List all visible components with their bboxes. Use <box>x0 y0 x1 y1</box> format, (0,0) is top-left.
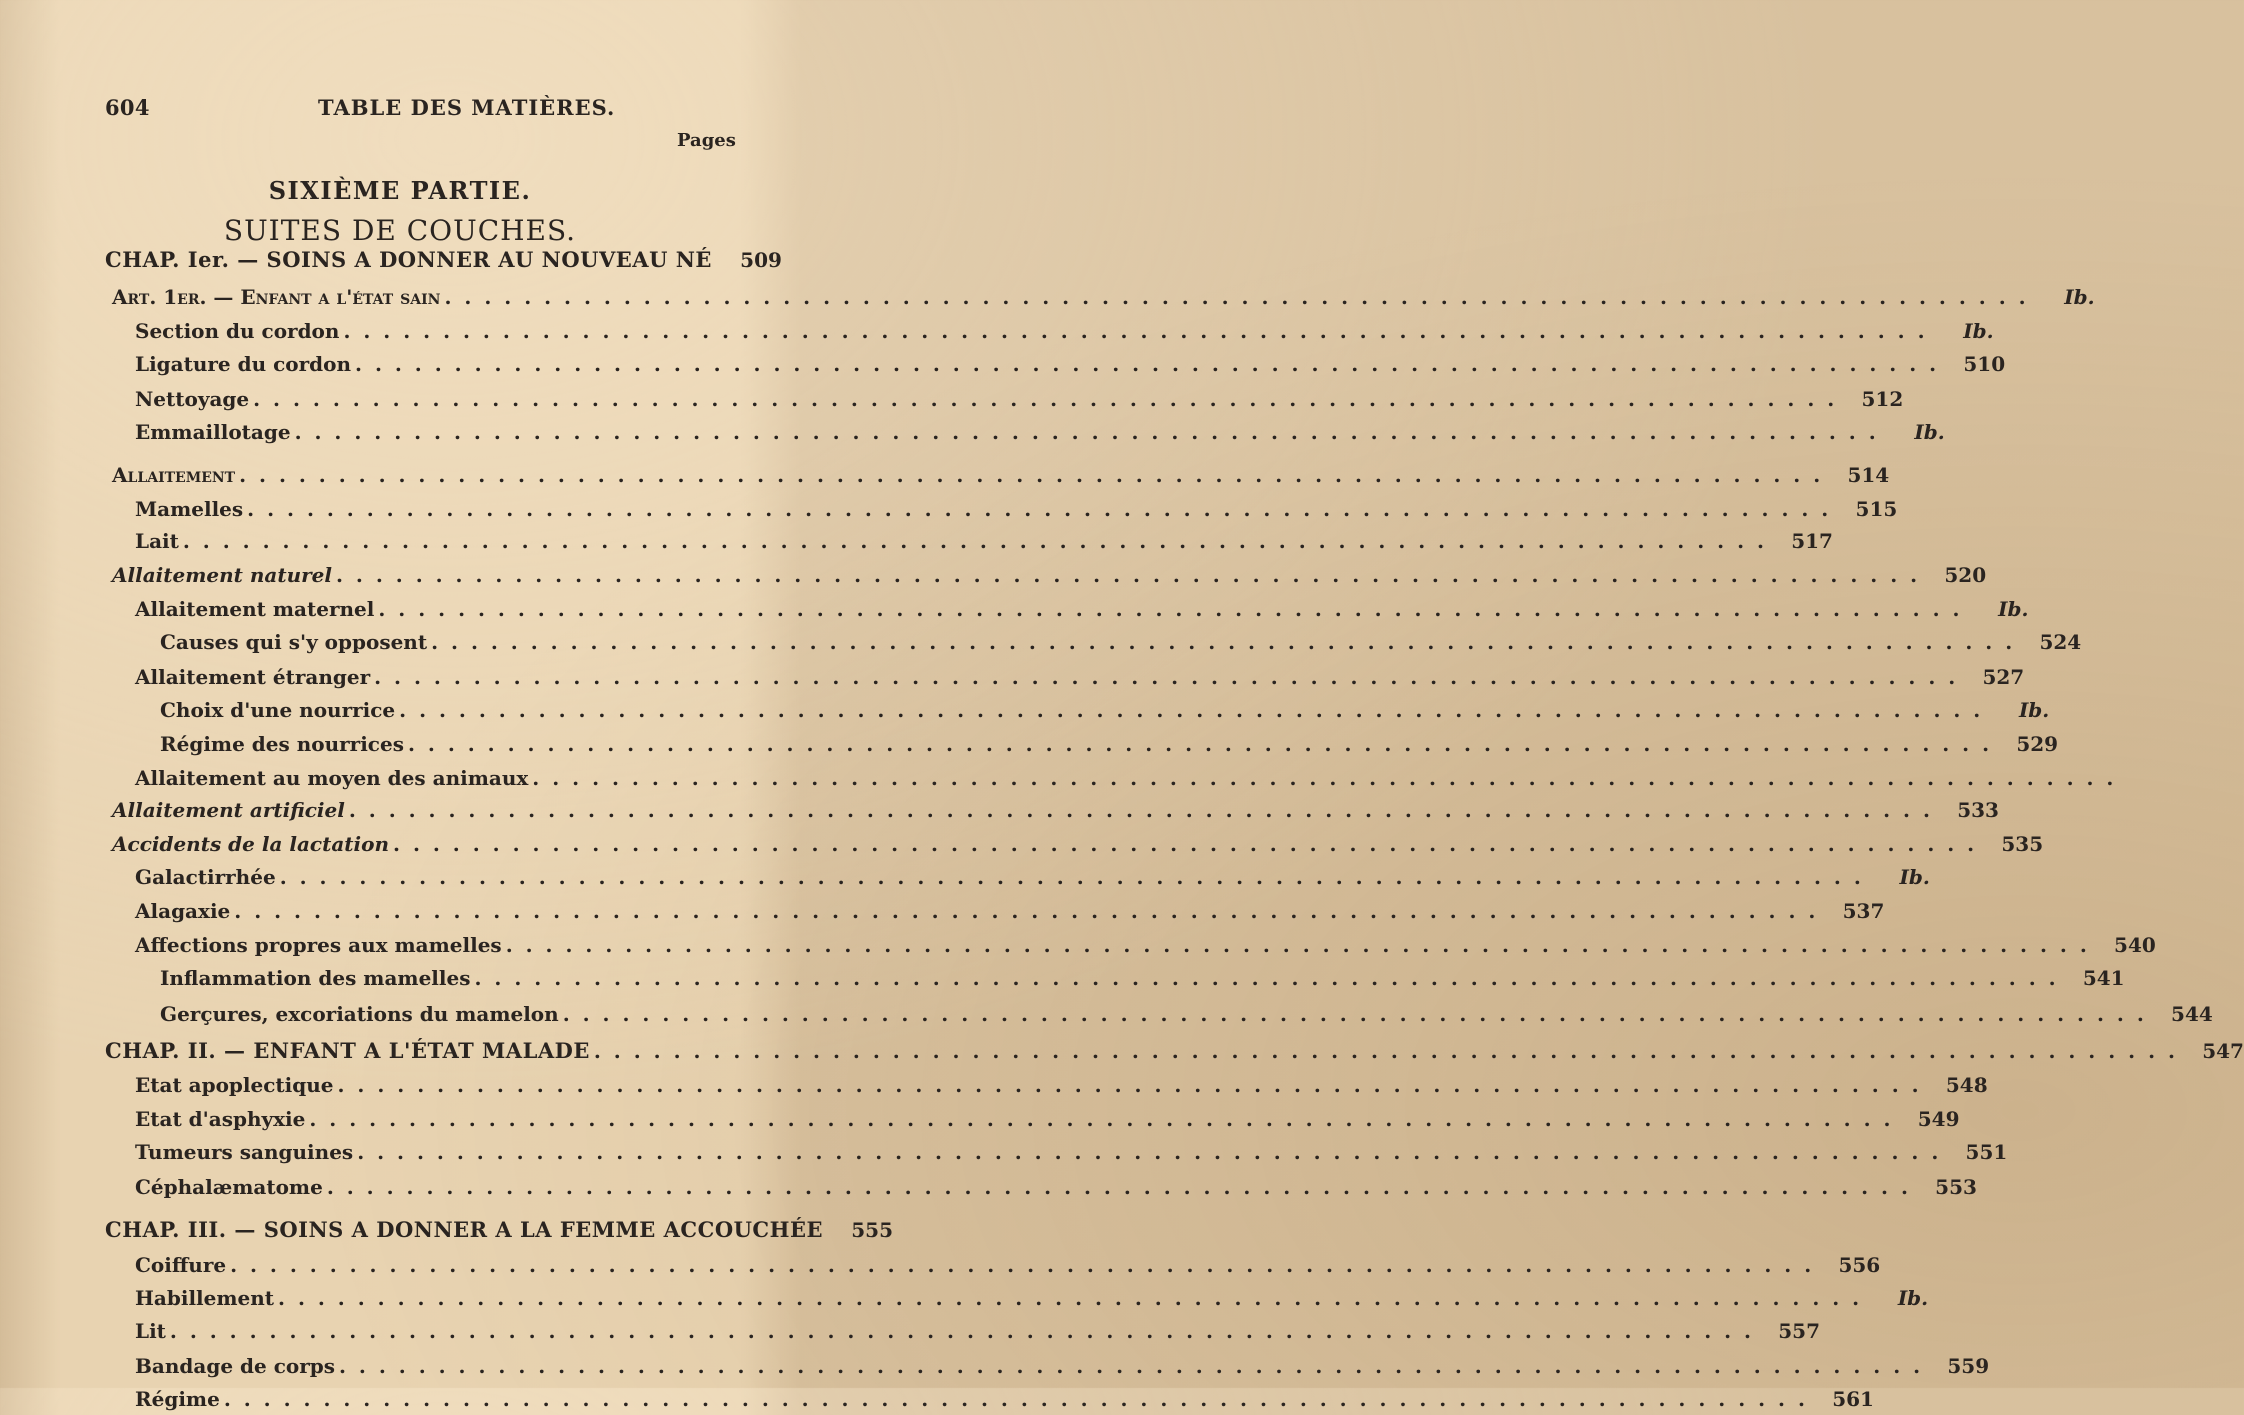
toc-entry-page: Ib. <box>1899 865 1930 889</box>
toc-entry-page: Ib. <box>1897 1286 1929 1310</box>
toc-entry-title: Causes qui s'y opposent <box>160 630 428 654</box>
toc-entry-title: CHAP. II. — ENFANT A L'ÉTAT MALADE <box>105 1038 590 1063</box>
toc-entry-title: Emmaillotage <box>135 420 291 444</box>
toc-entry <box>135 383 1904 415</box>
toc-entry-page: Ib. <box>2064 285 2095 309</box>
toc-entry <box>135 1136 2008 1168</box>
toc-entry <box>105 1214 894 1246</box>
toc-entry-page: 514 <box>1847 463 1890 487</box>
dot-leader: . . . . . . . . . . . . . . . . . . . . . . . . . . . . . . . . . . . . . . . . . . . . . . . . . . . . . . . . . . . . . . . . . . . . . . . . . . . . . . . . <box>294 420 1879 444</box>
toc-entry <box>112 828 2044 860</box>
dot-leader: . . . . . . . . . . . . . . . . . . . . . . . . . . . . . . . . . . . . . . . . . . . . . . . . . . . . . . . . . . . . . . . . . . . . . . . . . . . . . . . . <box>278 1286 1863 1310</box>
toc-entry-page: 509 <box>740 248 782 272</box>
toc-entry <box>135 861 1930 893</box>
dot-leader: . . . . . . . . . . . . . . . . . . . . . . . . . . . . . . . . . . . . . . . . . . . . . . . . . . . . . . . . . . . . . . . . . . . . . . . . . . . . . . . . <box>532 766 2117 790</box>
toc-entry <box>160 998 2213 1030</box>
toc-entry <box>135 416 1945 448</box>
toc-entry <box>112 459 1890 491</box>
toc-entry <box>135 1103 1960 1135</box>
toc-entry-title: Allaitement <box>112 463 236 487</box>
toc-entry-title: Accidents de la lactation <box>112 832 390 856</box>
toc-entry <box>135 1383 1874 1415</box>
dot-leader: . . . . . . . . . . . . . . . . . . . . . . . . . . . . . . . . . . . . . . . . . . . . . . . . . . . . . . . . . . . . . . . . . . . . . . . . . . . . . . . . <box>444 285 2029 309</box>
toc-entry-title: Ligature du cordon <box>135 352 352 376</box>
toc-entry-page: 555 <box>851 1218 894 1242</box>
toc-entry-page: 541 <box>2082 966 2125 990</box>
dot-leader: . . . . . . . . . . . . . . . . . . . . . . . . . . . . . . . . . . . . . . . . . . . . . . . . . . . . . . . . . . . . . . . . . . . . . . . . . . . . . . . . <box>337 1073 1922 1097</box>
dot-leader: . . . . . . . . . . . . . . . . . . . . . . . . . . . . . . . . . . . . . . . . . . . . . . . . . . . . . . . . . . . . . . . . . . . . . . . . . . . . . . . . <box>326 1175 1911 1199</box>
toc-entry-page: 556 <box>1838 1253 1881 1277</box>
toc-entry-title: Allaitement maternel <box>135 597 375 621</box>
toc-entry-title: Bandage de corps <box>135 1354 335 1378</box>
toc-entry-page: 553 <box>1935 1175 1977 1199</box>
toc-entry-title: Etat d'asphyxie <box>135 1107 306 1131</box>
dot-leader: . . . . . . . . . . . . . . . . . . . . . . . . . . . . . . . . . . . . . . . . . . . . . . . . . . . . . . . . . . . . . . . . . . . . . . . . . . . . . . . . <box>239 463 1824 487</box>
toc-entry-title: Coiffure <box>135 1253 227 1277</box>
toc-entry-page: 548 <box>1945 1073 1988 1097</box>
toc-entry-page: 547 <box>2202 1039 2244 1063</box>
toc-entry <box>105 244 782 276</box>
toc-entry <box>112 794 1999 826</box>
toc-entry <box>135 1249 1881 1281</box>
part-title: SIXIÈME PARTIE. <box>268 176 532 205</box>
toc-entry <box>160 962 2125 994</box>
toc-entry-page: Ib. <box>1914 420 1945 444</box>
toc-entry-page: 537 <box>1842 899 1885 923</box>
toc-entry-title: Mamelles <box>135 497 244 521</box>
toc-entry <box>135 762 2117 794</box>
toc-entry <box>135 1282 1929 1314</box>
dot-leader: . . . . . . . . . . . . . . . . . . . . . . . . . . . . . . . . . . . . . . . . . . . . . . . . . . . . . . . . . . . . . . . . . . . . . . . . . . . . . . . . <box>593 1039 2178 1063</box>
dot-leader: . . . . . . . . . . . . . . . . . . . . . . . . . . . . . . . . . . . . . . . . . . . . . . . . . . . . . . . . . . . . . . . . . . . . . . . . . . . . . . . . <box>309 1107 1894 1131</box>
toc-entry-title: Alagaxie <box>135 899 231 923</box>
dot-leader: . . . . . . . . . . . . . . . . . . . . . . . . . . . . . . . . . . . . . . . . . . . . . . . . . . . . . . . . . . . . . . . . . . . . . . . . . . . . . . . . <box>357 1140 1942 1164</box>
toc-entry <box>135 493 1898 525</box>
toc-entry-page: 520 <box>1944 563 1987 587</box>
toc-entry-page: 557 <box>1778 1319 1821 1343</box>
toc-entry-title: CHAP. Ier. — SOINS A DONNER AU NOUVEAU NÉ <box>105 247 712 272</box>
toc-entry-title: Céphalæmatome <box>135 1175 323 1199</box>
dot-leader: . . . . . . . . . . . . . . . . . . . . . . . . . . . . . . . . . . . . . . . . . . . . . . . . . . . . . . . . . . . . . . . . . . . . . . . . . . . . . . . . <box>234 899 1819 923</box>
dot-leader: . . . . . . . . . . . . . . . . . . . . . . . . . . . . . . . . . . . . . . . . . . . . . . . . . . . . . . . . . . . . . . . . . . . . . . . . . . . . . . . . <box>407 732 1993 756</box>
toc-entry-title: Lit <box>135 1319 166 1343</box>
toc-entry-page: 515 <box>1855 497 1898 521</box>
toc-entry-page: 540 <box>2114 933 2156 957</box>
dot-leader: . . . . . . . . . . . . . . . . . . . . . . . . . . . . . . . . . . . . . . . . . . . . . . . . . . . . . . . . . . . . . . . . . . . . . . . . . . . . . . . . <box>355 352 1940 376</box>
toc-entry <box>135 348 2006 380</box>
dot-leader: . . . . . . . . . . . . . . . . . . . . . . . . . . . . . . . . . . . . . . . . . . . . . . . . . . . . . . . . . . . . . . . . . . . . . . . . . . . . . . . . <box>505 933 2090 957</box>
page-number: 604 <box>105 95 150 120</box>
dot-leader: . . . . . . . . . . . . . . . . . . . . . . . . . . . . . . . . . . . . . . . . . . . . . . . . . . . . . . . . . . . . . . . . . . . . . . . . . . . . . . . . <box>348 798 1933 822</box>
toc-entry-title: Allaitement artificiel <box>112 798 345 822</box>
toc-entry <box>135 1171 1977 1203</box>
dot-leader: . . . . . . . . . . . . . . . . . . . . . . . . . . . . . . . . . . . . . . . . . . . . . . . . . . . . . . . . . . . . . . . . . . . . . . . . . . . . . . . . <box>182 529 1767 553</box>
toc-entry <box>135 929 2156 961</box>
toc-entry-title: Gerçures, excoriations du mamelon <box>160 1002 559 1026</box>
dot-leader: . . . . . . . . . . . . . . . . . . . . . . . . . . . . . . . . . . . . . . . . . . . . . . . . . . . . . . . . . . . . . . . . . . . . . . . . . . . . . . . . <box>562 1002 2147 1026</box>
dot-leader: . . . . . . . . . . . . . . . . . . . . . . . . . . . . . . . . . . . . . . . . . . . . . . . . . . . . . . . . . . . . . . . . . . . . . . . . . . . . . . . . <box>247 497 1832 521</box>
toc-entry-title: Inflammation des mamelles <box>160 966 471 990</box>
toc-entry <box>160 728 2059 760</box>
toc-entry <box>135 525 1833 557</box>
toc-entry <box>160 626 2082 658</box>
toc-entry <box>135 895 1885 927</box>
toc-entry <box>112 281 2095 313</box>
dot-leader: . . . . . . . . . . . . . . . . . . . . . . . . . . . . . . . . . . . . . . . . . . . . . . . . . . . . . . . . . . . . . . . . . . . . . . . . . . . . . . . . <box>474 966 2059 990</box>
running-title: TABLE DES MATIÈRES. <box>318 95 616 120</box>
toc-entry-page: 559 <box>1947 1354 1990 1378</box>
toc-entry-title: Tumeurs sanguines <box>135 1140 354 1164</box>
toc-entry-page: 549 <box>1917 1107 1960 1131</box>
dot-leader: . . . . . . . . . . . . . . . . . . . . . . . . . . . . . . . . . . . . . . . . . . . . . . . . . . . . . . . . . . . . . . . . . . . . . . . . . . . . . . . . <box>399 698 1984 722</box>
toc-entry <box>135 1350 1990 1382</box>
toc-entry-page: 517 <box>1791 529 1833 553</box>
toc-entry-page: Ib. <box>1998 597 2029 621</box>
toc-entry-title: Section du cordon <box>135 319 340 343</box>
toc-entry <box>135 593 2029 625</box>
dot-leader: . . . . . . . . . . . . . . . . . . . . . . . . . . . . . . . . . . . . . . . . . . . . . . . . . . . . . . . . . . . . . . . . . . . . . . . . . . . . . . . . <box>378 597 1963 621</box>
dot-leader: . . . . . . . . . . . . . . . . . . . . . . . . . . . . . . . . . . . . . . . . . . . . . . . . . . . . . . . . . . . . . . . . . . . . . . . . . . . . . . . . <box>169 1319 1755 1343</box>
toc-entry-page: 561 <box>1832 1387 1874 1411</box>
toc-entry-title: Régime <box>135 1387 220 1411</box>
toc-entry-title: CHAP. III. — SOINS A DONNER A LA FEMME ACCOUCHÉE <box>105 1217 824 1242</box>
toc-entry-title: Galactirrhée <box>135 865 276 889</box>
toc-entry-title: Nettoyage <box>135 387 250 411</box>
toc-entry-page: 527 <box>1982 665 2025 689</box>
toc-entry-page: 551 <box>1965 1140 2008 1164</box>
toc-entry <box>135 661 2025 693</box>
toc-entry-title: Affections propres aux mamelles <box>135 933 502 957</box>
dot-leader: . . . . . . . . . . . . . . . . . . . . . . . . . . . . . . . . . . . . . . . . . . . . . . . . . . . . . . . . . . . . . . . . . . . . . . . . . . . . . . . . <box>279 865 1864 889</box>
pages-column-label: Pages <box>677 130 736 151</box>
toc-entry <box>112 559 1987 591</box>
toc-entry-title: Etat apoplectique <box>135 1073 334 1097</box>
toc-entry-title: Régime des nourrices <box>160 732 404 756</box>
dot-leader: . . . . . . . . . . . . . . . . . . . . . . . . . . . . . . . . . . . . . . . . . . . . . . . . . . . . . . . . . . . . . . . . . . . . . . . . . . . . . . . . <box>339 1354 1924 1378</box>
dot-leader: . . . . . . . . . . . . . . . . . . . . . . . . . . . . . . . . . . . . . . . . . . . . . . . . . . . . . . . . . . . . . . . . . . . . . . . . . . . . . . . . <box>336 563 1921 587</box>
dot-leader: . . . . . . . . . . . . . . . . . . . . . . . . . . . . . . . . . . . . . . . . . . . . . . . . . . . . . . . . . . . . . . . . . . . . . . . . . . . . . . . . <box>253 387 1838 411</box>
section-title: SUITES DE COUCHES. <box>223 214 577 247</box>
toc-entry-page: 510 <box>1963 352 2006 376</box>
toc-entry-title: Allaitement au moyen des animaux <box>135 766 529 790</box>
toc-entry <box>160 694 2050 726</box>
toc-entry-page: Ib. <box>1963 319 1994 343</box>
dot-leader: . . . . . . . . . . . . . . . . . . . . . . . . . . . . . . . . . . . . . . . . . . . . . . . . . . . . . . . . . . . . . . . . . . . . . . . . . . . . . . . . <box>431 630 2016 654</box>
toc-entry-title: Allaitement naturel <box>112 563 332 587</box>
toc-entry <box>135 315 1994 347</box>
toc-entry-page: Ib. <box>2018 698 2050 722</box>
dot-leader: . . . . . . . . . . . . . . . . . . . . . . . . . . . . . . . . . . . . . . . . . . . . . . . . . . . . . . . . . . . . . . . . . . . . . . . . . . . . . . . . <box>393 832 1978 856</box>
toc-entry-title: Choix d'une nourrice <box>160 698 396 722</box>
toc-entry <box>135 1069 1988 1101</box>
toc-entry-page: 529 <box>2016 732 2059 756</box>
toc-entry-page: 512 <box>1861 387 1904 411</box>
dot-leader: . . . . . . . . . . . . . . . . . . . . . . . . . . . . . . . . . . . . . . . . . . . . . . . . . . . . . . . . . . . . . . . . . . . . . . . . . . . . . . . . <box>223 1387 1808 1411</box>
toc-entry-page: 533 <box>1957 798 1999 822</box>
toc-entry-page: 535 <box>2001 832 2044 856</box>
toc-entry-title: Art. 1er. — Enfant a l'état sain <box>112 285 441 309</box>
toc-entry-page: 524 <box>2039 630 2082 654</box>
dot-leader: . . . . . . . . . . . . . . . . . . . . . . . . . . . . . . . . . . . . . . . . . . . . . . . . . . . . . . . . . . . . . . . . . . . . . . . . . . . . . . . . <box>343 319 1928 343</box>
toc-entry-title: Lait <box>135 529 179 553</box>
dot-leader: . . . . . . . . . . . . . . . . . . . . . . . . . . . . . . . . . . . . . . . . . . . . . . . . . . . . . . . . . . . . . . . . . . . . . . . . . . . . . . . . <box>374 665 1959 689</box>
toc-entry-title: Allaitement étranger <box>135 665 371 689</box>
toc-entry-title: Habillement <box>135 1286 275 1310</box>
toc-entry <box>135 1315 1821 1347</box>
toc-entry-page: 544 <box>2171 1002 2213 1026</box>
dot-leader: . . . . . . . . . . . . . . . . . . . . . . . . . . . . . . . . . . . . . . . . . . . . . . . . . . . . . . . . . . . . . . . . . . . . . . . . . . . . . . . . <box>230 1253 1815 1277</box>
toc-entry <box>105 1035 2244 1067</box>
